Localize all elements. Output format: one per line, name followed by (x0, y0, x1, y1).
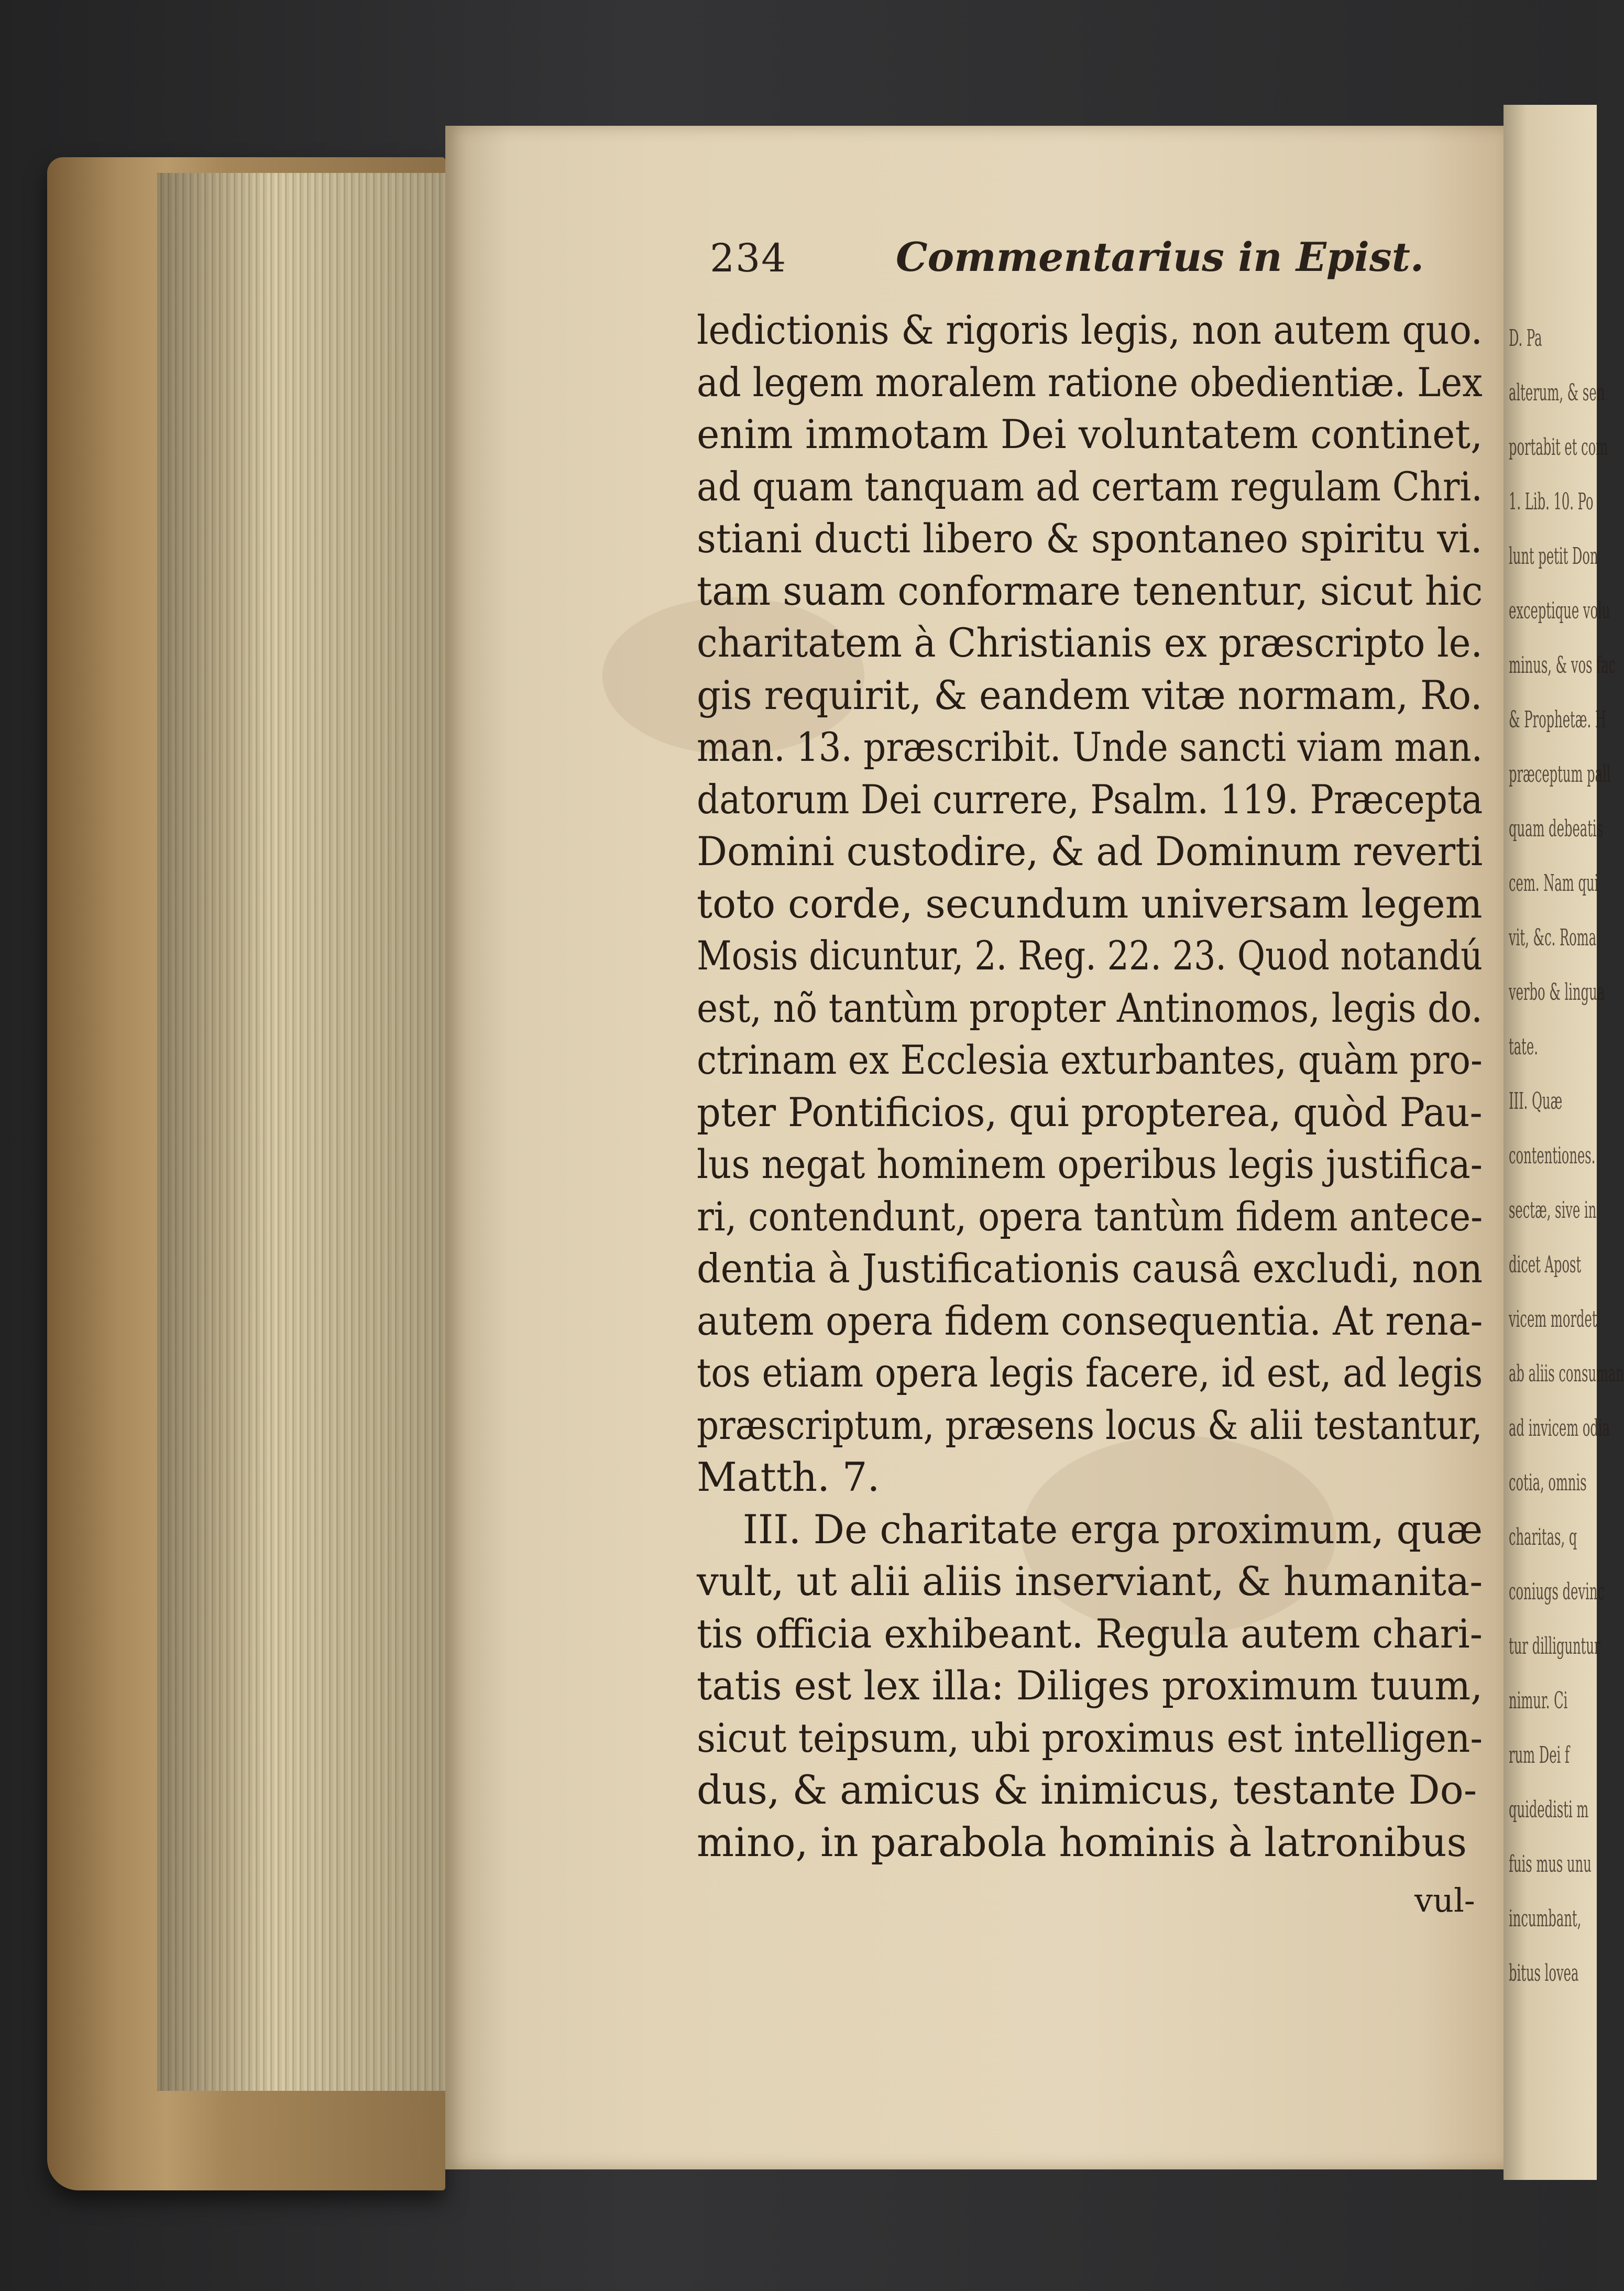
adjacent-page-fragment: ab aliis consuman (1509, 1360, 1624, 1387)
adjacent-page-fragment: contentiones. (1509, 1142, 1596, 1169)
text-line: toto corde, secundum universam legem (697, 880, 1483, 927)
text-line: lus negat hominem operibus legis justifica- (697, 1141, 1483, 1187)
text-line: tis officia exhibeant. Regula autem chari- (697, 1610, 1483, 1657)
text-line: præscriptum, præsens locus & alii testantur, (697, 1401, 1483, 1448)
text-line: gis requirit, & eandem vitæ normam, Ro. (697, 671, 1483, 718)
text-line: est, nõ tantùm propter Antinomos, legis do. (697, 984, 1483, 1031)
adjacent-page-fragment: exceptique volu (1509, 597, 1610, 624)
adjacent-page-fragment: charitas, q (1509, 1524, 1577, 1551)
adjacent-page-fragment: rum Dei f (1509, 1742, 1570, 1769)
text-line: III. De charitate erga proximum, quæ (742, 1505, 1483, 1553)
adjacent-page-fragment: D. Pa (1509, 325, 1542, 352)
adjacent-page-fragment: tate. (1509, 1033, 1538, 1060)
text-line: stiani ducti libero & spontaneo spiritu vi. (697, 515, 1483, 562)
page-header (710, 231, 1424, 293)
adjacent-page-fragment: cotia, omnis (1509, 1469, 1587, 1496)
adjacent-page-fragment: coniugs devinc (1509, 1578, 1605, 1605)
text-line: tos etiam opera legis facere, id est, ad legis (697, 1349, 1483, 1396)
text-line: dentia à Justificationis causâ excludi, non (697, 1245, 1483, 1292)
adjacent-page-fragment: vit, &c. Roma (1509, 924, 1597, 951)
adjacent-page-fragment: quidedisti m (1509, 1796, 1589, 1823)
text-line: sicut teipsum, ubi proximus est intelligen- (697, 1714, 1483, 1761)
text-line: Domini custodire, & ad Dominum reverti (697, 828, 1483, 875)
adjacent-page-fragment: præceptum pall (1509, 761, 1611, 788)
text-line: enim immotam Dei voluntatem continet, (697, 411, 1483, 457)
adjacent-page-fragment: nimur. Ci (1509, 1687, 1568, 1714)
adjacent-page-fragment: minus, & vos fac (1509, 652, 1616, 679)
adjacent-page-fragment: III. Quæ (1509, 1088, 1563, 1115)
text-line: mino, in parabola hominis à latronibus (697, 1818, 1467, 1865)
adjacent-page-fragment: vicem mordet (1509, 1306, 1597, 1333)
adjacent-page-fragment: tur dilliguntur (1509, 1633, 1600, 1660)
text-line: ri, contendunt, opera tantùm fidem antece- (697, 1193, 1483, 1240)
adjacent-page-fragment: lunt petit Don (1509, 543, 1598, 570)
text-line: ledictionis & rigoris legis, non autem quo. (697, 307, 1483, 353)
text-line: autem opera fidem consequentia. At rena- (697, 1297, 1483, 1344)
page-edges-shadow (157, 173, 451, 2091)
text-line: charitatem à Christianis ex præscripto le. (697, 619, 1483, 666)
text-line: man. 13. præscribit. Unde sancti viam man. (697, 724, 1483, 770)
text-line: ctrinam ex Ecclesia exturbantes, quàm pro- (697, 1037, 1483, 1083)
text-line: Matth. 7. (697, 1454, 880, 1500)
text-line: dus, & amicus & inimicus, testante Do- (697, 1766, 1477, 1813)
adjacent-page-fragment: quam debeatis (1509, 815, 1604, 842)
adjacent-page-fragment: & Prophetæ. H (1509, 706, 1607, 733)
body-text (697, 304, 1493, 1868)
adjacent-page-fragment: verbo & lingua (1509, 979, 1605, 1006)
page-number: 234 (710, 236, 787, 281)
adjacent-page-fragment: 1. Lib. 10. Po (1509, 488, 1594, 515)
adjacent-page-fragment: incumbant, (1509, 1905, 1582, 1932)
adjacent-page-fragment: fuis mus unu (1509, 1851, 1592, 1878)
adjacent-page-fragment: alterum, & sen (1509, 379, 1605, 406)
adjacent-page-fragment: portabit et com (1509, 434, 1608, 461)
adjacent-page-fragment: sectæ, sive in (1509, 1197, 1597, 1224)
text-line: pter Pontificios, qui propterea, quòd Pau- (697, 1088, 1483, 1136)
adjacent-page-fragment: ad invicem odia (1509, 1415, 1610, 1442)
adjacent-page-fragment: bitus lovea (1509, 1960, 1579, 1987)
text-line: ad legem moralem ratione obedientiæ. Lex (697, 358, 1483, 406)
text-line: tam suam conformare tenentur, sicut hic (697, 567, 1483, 614)
text-line: Mosis dicuntur, 2. Reg. 22. 23. Quod notandú (697, 932, 1483, 979)
running-title: Commentarius in Epist. (896, 234, 1424, 280)
adjacent-page (1504, 105, 1624, 2180)
text-line: tatis est lex illa: Diliges proximum tuum, (697, 1662, 1483, 1709)
text-line: ad quam tanquam ad certam regulam Chri. (697, 463, 1483, 510)
text-line: vult, ut alii aliis inserviant, & humanita- (697, 1558, 1483, 1605)
adjacent-page-fragment: cem. Nam qui (1509, 870, 1599, 897)
text-line: datorum Dei currere, Psalm. 119. Præcepta (697, 776, 1483, 823)
adjacent-page-fragment: dicet Apost (1509, 1251, 1582, 1278)
catchword: vul- (1414, 1881, 1475, 1919)
